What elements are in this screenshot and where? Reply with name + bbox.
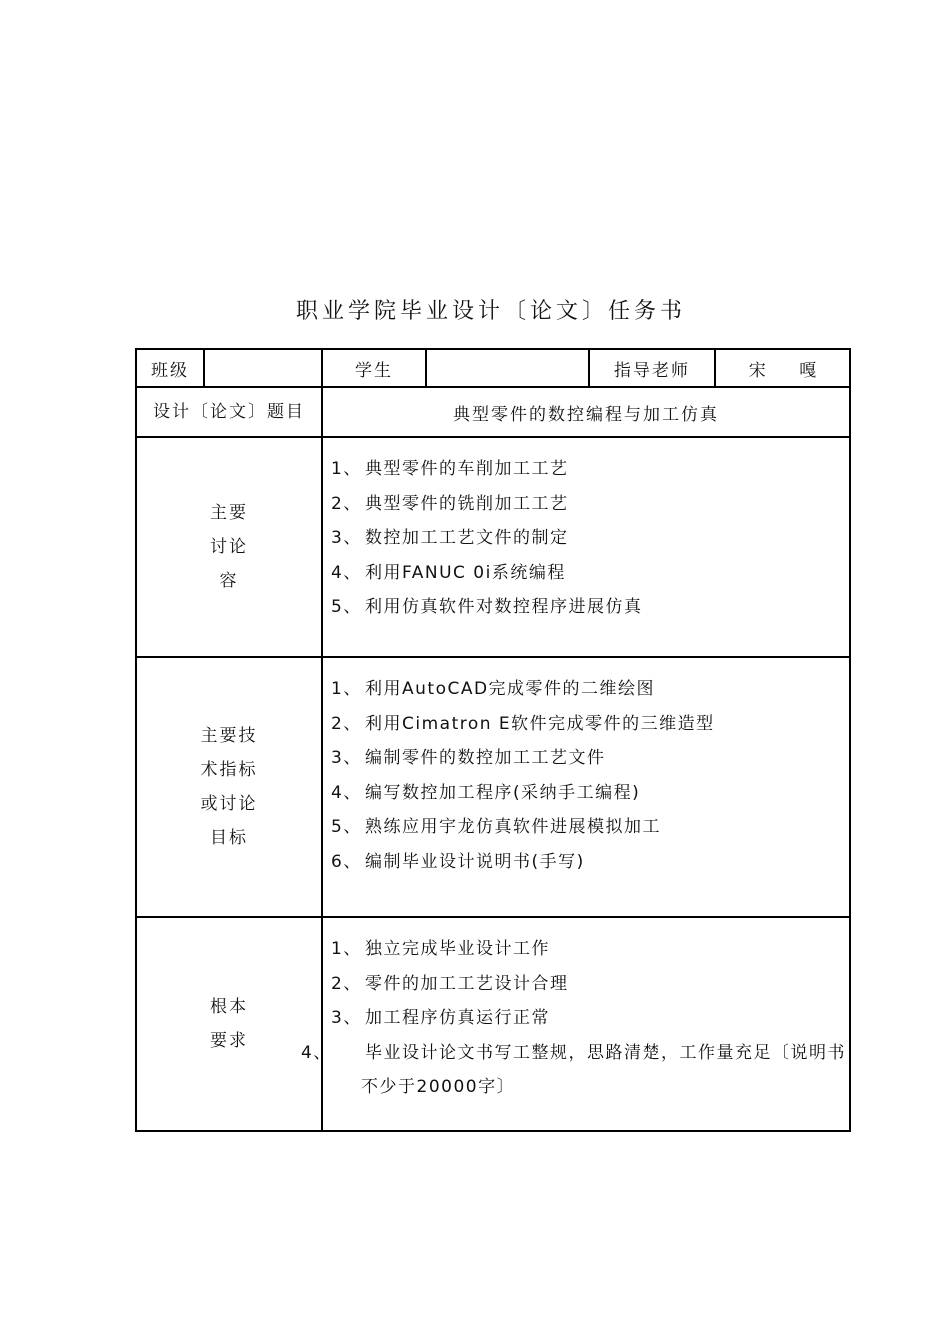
task-table	[135, 348, 851, 1132]
main-content-label	[136, 437, 322, 657]
list-item: 2、 利用Cimatron E软件完成零件的三维造型	[331, 713, 715, 734]
list-item: 4、 毕业设计论文书写工整规，思路清楚，工作量充足〔说明书不少于20000字〕	[301, 1042, 846, 1097]
requirements-label-line: 根本	[210, 997, 248, 1017]
list-item: 5、 熟练应用宇龙仿真软件进展模拟加工	[331, 817, 661, 837]
class-value	[204, 349, 322, 387]
main-content-label-line: 主要	[210, 503, 248, 523]
list-item: 3、 加工程序仿真运行正常	[331, 1008, 550, 1028]
list-item: 3、 编制零件的数控加工工艺文件	[331, 748, 606, 768]
list-item: 4、 编写数控加工程序(采纳手工编程)	[331, 782, 641, 803]
list-item: 6、 编制毕业设计说明书(手写)	[331, 851, 585, 872]
main-content-label-line: 容	[219, 571, 239, 591]
tech-targets-label-line: 主要技	[200, 726, 258, 746]
topic-row	[136, 387, 850, 437]
tech-targets-label-line: 或讨论	[200, 794, 258, 814]
requirements-label	[136, 917, 322, 1131]
topic-value: 典型零件的数控编程与加工仿真	[322, 387, 850, 437]
topic-label: 设计〔论文〕题目	[136, 387, 322, 437]
class-label: 班级	[136, 349, 204, 387]
advisor-label: 指导老师	[589, 349, 715, 387]
requirements-list	[301, 917, 850, 1131]
tech-targets-row	[136, 657, 850, 917]
student-value	[426, 349, 589, 387]
student-label: 学生	[322, 349, 426, 387]
requirements-row	[136, 917, 850, 1131]
list-item: 5、 利用仿真软件对数控程序进展仿真	[331, 597, 643, 617]
list-item: 1、 独立完成毕业设计工作	[331, 939, 550, 959]
main-content-list	[322, 437, 850, 657]
main-content-row	[136, 437, 850, 657]
tech-targets-label	[136, 657, 322, 917]
requirements-label-line: 要求	[210, 1031, 248, 1051]
list-item: 3、 数控加工工艺文件的制定	[331, 528, 569, 548]
list-item: 2、 典型零件的铣削加工工艺	[331, 493, 569, 514]
tech-targets-label-line: 目标	[210, 828, 248, 848]
list-item: 1、 利用AutoCAD完成零件的二维绘图	[331, 679, 656, 699]
main-content-label-line: 讨论	[210, 537, 248, 557]
advisor-value: 宋 嘎	[715, 349, 850, 387]
document-title: 职业学院毕业设计〔论文〕任务书	[295, 299, 686, 324]
list-item: 1、 典型零件的车削加工工艺	[331, 459, 569, 479]
list-item: 4、 利用FANUC 0i系统编程	[331, 562, 566, 583]
tech-targets-list	[322, 657, 850, 917]
list-item: 2、 零件的加工工艺设计合理	[331, 973, 569, 994]
tech-targets-label-line: 术指标	[200, 760, 258, 780]
header-row	[136, 349, 850, 387]
